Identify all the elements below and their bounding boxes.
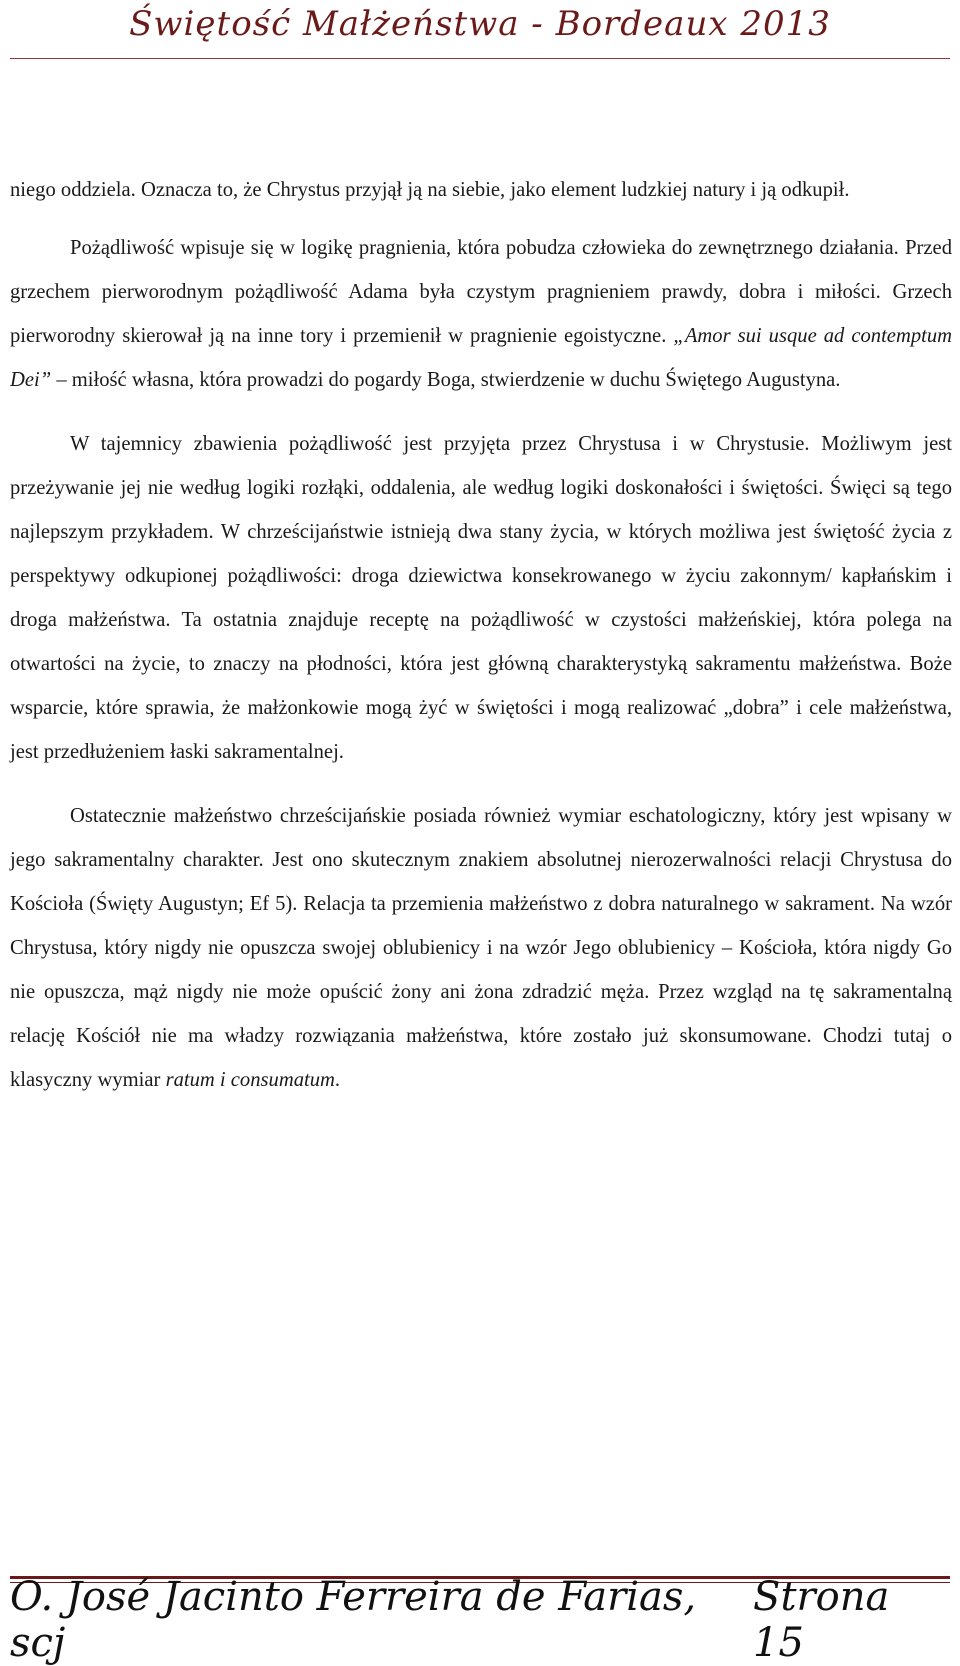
footer-page-number: Strona 15 (753, 1574, 890, 1666)
paragraph-3: W tajemnicy zbawienia pożądliwość jest przyjęta przez Chrystusa i w Chrystusie. Możliwym jest przeżywanie jej nie według logiki rozłąki, oddalenia, ale według logiki doskonałości i świętości. Święci są tego najlepszym przykładem. W chrześcijaństwie istnieją dwa stany życia, w których możliwa jest świętość życia z perspektywy odkupionej pożądliwości: droga dziewictwa konsekrowanego w życiu zakonnym/ kapłańskim i droga małżeństwa. Ta ostatnia znajduje receptę na pożądliwość w czystości małżeńskiej, która polega na otwartości na życie, to znaczy na płodności, która jest główną charakterystyką sakramentu małżeństwa. Boże wsparcie, które sprawia, że małżonkowie mogą żyć w świętości i mogą realizować „dobra” i cele małżeństwa, jest przedłużeniem łaski sakramentalnej. (10, 433, 952, 763)
paragraph-2: Pożądliwość wpisuje się w logikę pragnienia, która pobudza człowieka do zewnętrznego działania. Przed grzechem pierworodnym pożądliwość Adama była czystym pragnieniem prawdy, dobra i miłości. Grzech pierworodny skierował ją na inne tory i przemienił w pragnienie egoistyczne. „Amor sui usque ad contemptum Dei” – miłość własna, która prowadzi do pogardy Boga, stwierdzenie w duchu Świętego Augustyna. (10, 237, 953, 391)
page-footer (10, 1574, 950, 1666)
latin-quote: „Amor sui usque ad contemptum Dei” (10, 325, 953, 391)
page-header (0, 4, 960, 44)
paragraph-1: niego oddziela. Oznacza to, że Chrystus przyjął ją na siebie, jako element ludzkiej natury i ją odkupił. (10, 179, 850, 201)
header-title: Świętość Małżeństwa - Bordeaux 2013 (129, 4, 831, 44)
latin-term: ratum i consumatum (165, 1069, 335, 1091)
document-body (10, 168, 952, 1102)
paragraph-4: Ostatecznie małżeństwo chrześcijańskie posiada również wymiar eschatologiczny, który jest wpisany w jego sakramentalny charakter. Jest ono skutecznym znakiem absolutnej nierozerwalności relacji Chrystusa do Kościoła (Święty Augustyn; Ef 5). Relacja ta przemienia małżeństwo z dobra naturalnego w sakrament. Na wzór Chrystusa, który nigdy nie opuszcza swojej oblubienicy i na wzór Jego oblubienicy – Kościoła, która nigdy Go nie opuszcza, mąż nigdy nie może opuścić żony ani żona zdradzić męża. Przez wzgląd na tę sakramentalną relację Kościół nie ma władzy rozwiązania małżeństwa, które zostało już skonsumowane. Chodzi tutaj o klasyczny wymiar ratum i consumatum. (10, 805, 952, 1091)
header-divider (10, 58, 950, 59)
footer-author: O. José Jacinto Ferreira de Farias, scj (10, 1574, 697, 1666)
